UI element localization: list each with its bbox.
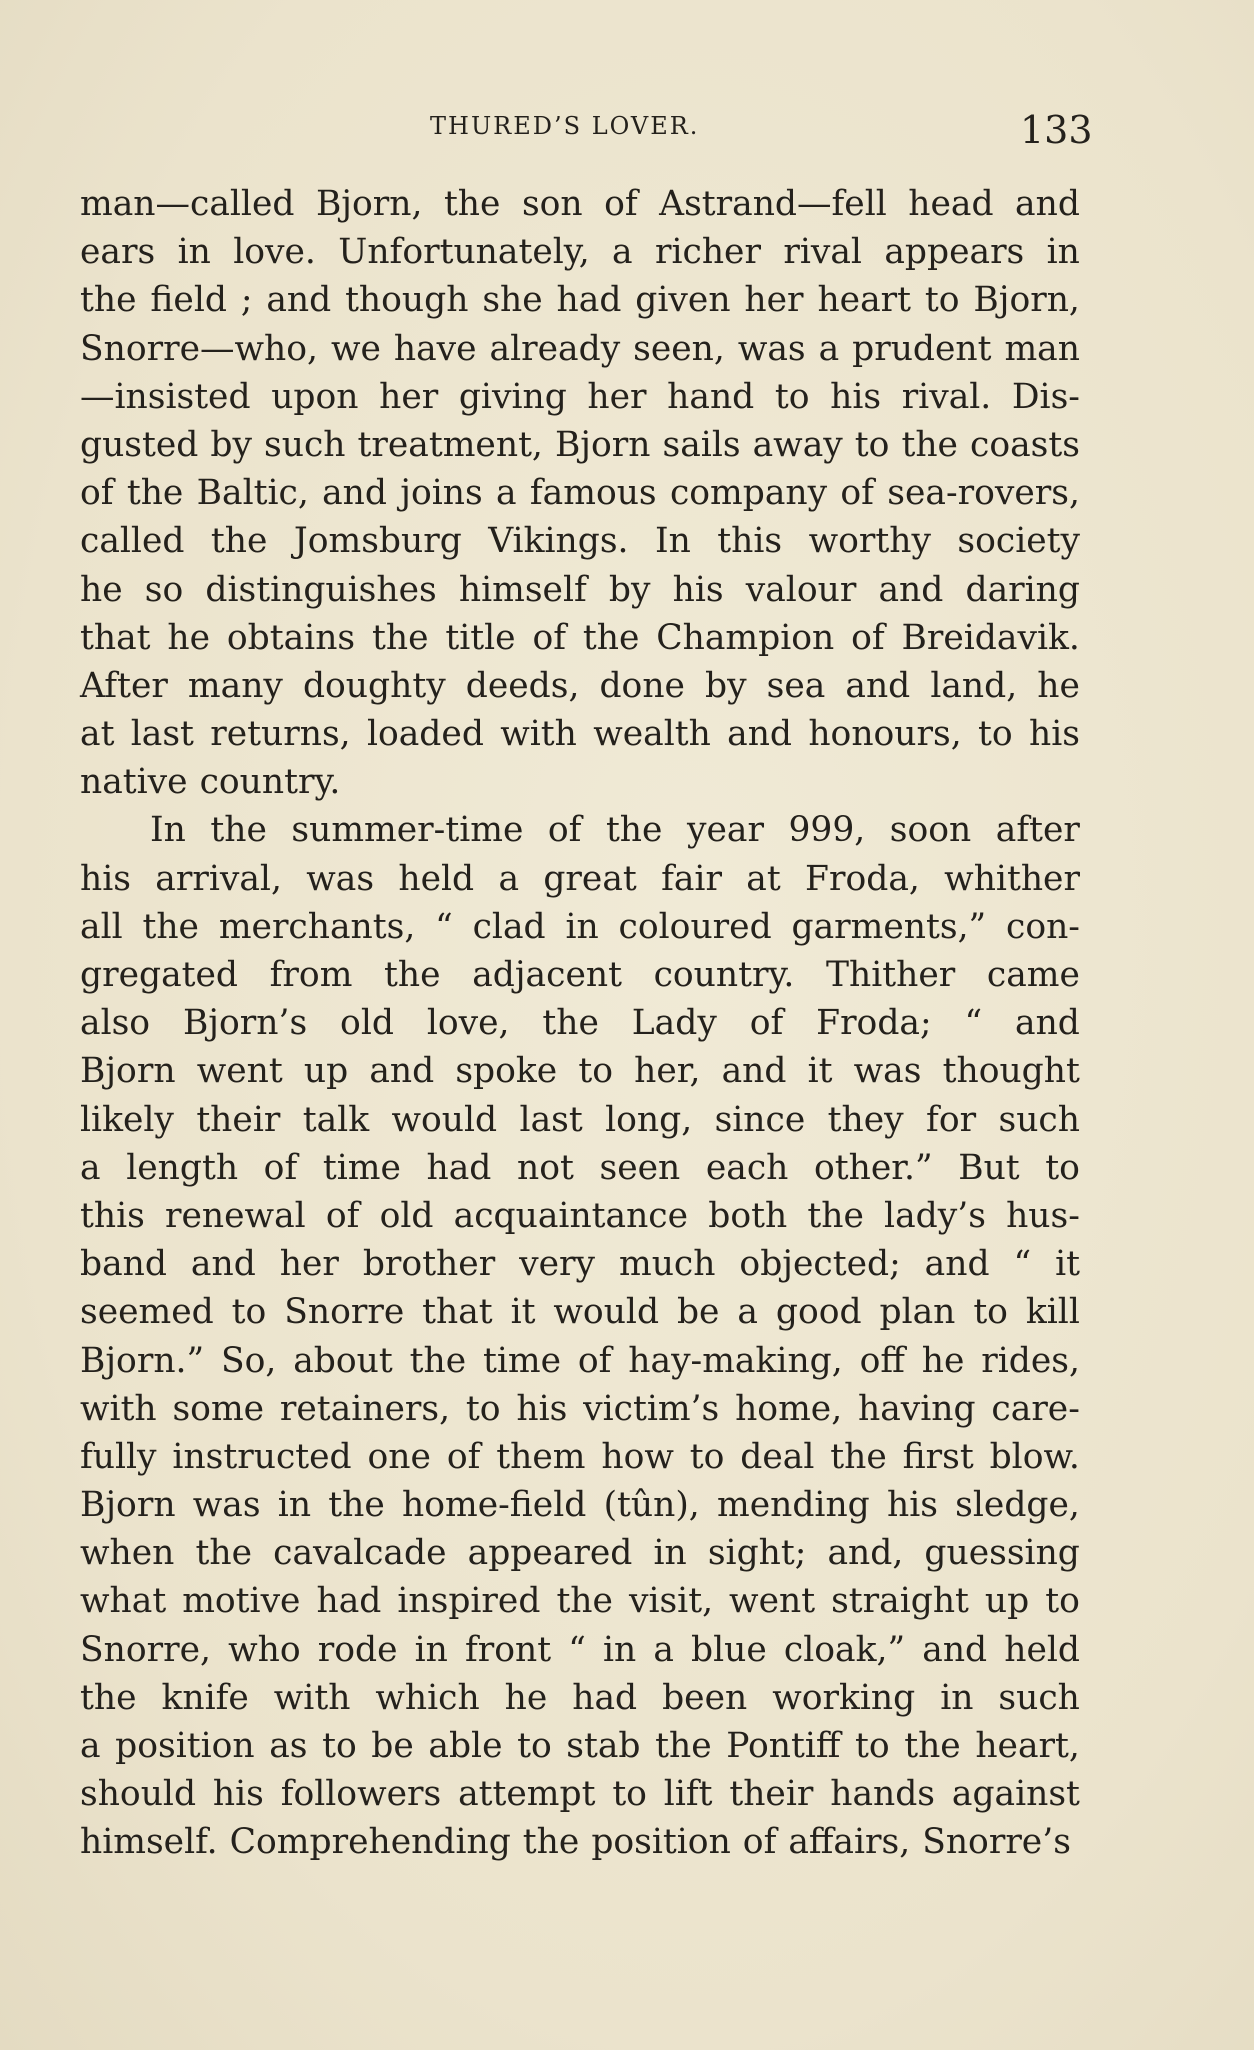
text-line: seemed to Snorre that it would be a good plan to kill [80, 1292, 1080, 1333]
text-line: this renewal of old acquaintance both the lady’s hus- [80, 1195, 1080, 1236]
text-line: with some retainers, to his victim’s home, having care- [80, 1388, 1080, 1429]
text-line: a length of time had not seen each other.” But to [80, 1147, 1080, 1188]
text-line: —insisted upon her giving her hand to his rival. Dis- [80, 376, 1080, 417]
page-number: 133 [1020, 108, 1093, 152]
text-line: that he obtains the title of the Champion of Breidavik. [80, 617, 1080, 658]
text-line: when the cavalcade appeared in sight; and, guessing [80, 1533, 1080, 1574]
text-line: himself. Comprehending the position of affairs, Snorre’s [80, 1822, 1071, 1863]
text-line: Snorre, who rode in front “ in a blue cloak,” and held [80, 1629, 1080, 1670]
text-line: his arrival, was held a great fair at Froda, whither [80, 858, 1080, 899]
body-text [80, 180, 1080, 1867]
text-line: the knife with which he had been working in such [80, 1677, 1080, 1718]
text-line: fully instructed one of them how to deal the first blow. [80, 1436, 1080, 1477]
text-line: Snorre—who, we have already seen, was a prudent man [80, 328, 1080, 369]
text-line: gusted by such treatment, Bjorn sails away to the coasts [80, 424, 1080, 465]
text-line: ears in love. Unfortunately, a richer rival appears in [80, 232, 1080, 273]
text-line: native country. [80, 762, 341, 803]
text-line: what motive had inspired the visit, went straight up to [80, 1581, 1080, 1622]
text-line: at last returns, loaded with wealth and honours, to his [80, 714, 1080, 755]
text-line: should his followers attempt to lift their hands against [80, 1774, 1080, 1815]
running-title: THURED’S LOVER. [430, 112, 700, 140]
text-line: Bjorn was in the home-field (tûn), mending his sledge, [80, 1485, 1080, 1526]
text-line: a position as to be able to stab the Pontiff to the heart, [80, 1726, 1080, 1766]
text-line: After many doughty deeds, done by sea and land, he [80, 665, 1080, 706]
text-line: man—called Bjorn, the son of Astrand—fell head and [80, 184, 1080, 224]
text-line: all the merchants, “ clad in coloured garments,” con- [80, 906, 1080, 947]
running-head [0, 108, 1254, 158]
text-line: band and her brother very much objected; and “ it [80, 1244, 1080, 1285]
text-line: also Bjorn’s old love, the Lady of Froda; “ and [80, 1003, 1080, 1044]
text-line: he so distinguishes himself by his valour and daring [80, 569, 1080, 610]
text-line: Bjorn went up and spoke to her, and it was thought [80, 1051, 1080, 1092]
text-line: gregated from the adjacent country. Thither came [80, 955, 1080, 995]
text-line: Bjorn.” So, about the time of hay-making, off he rides, [80, 1340, 1080, 1381]
text-line: In the summer-time of the year 999, soon after [150, 810, 1080, 851]
text-line: called the Jomsburg Vikings. In this worthy society [80, 521, 1080, 562]
text-line: the field ; and though she had given her heart to Bjorn, [80, 280, 1080, 321]
text-line: of the Baltic, and joins a famous company of sea-rovers, [80, 473, 1080, 514]
text-line: likely their talk would last long, since they for such [80, 1099, 1080, 1140]
